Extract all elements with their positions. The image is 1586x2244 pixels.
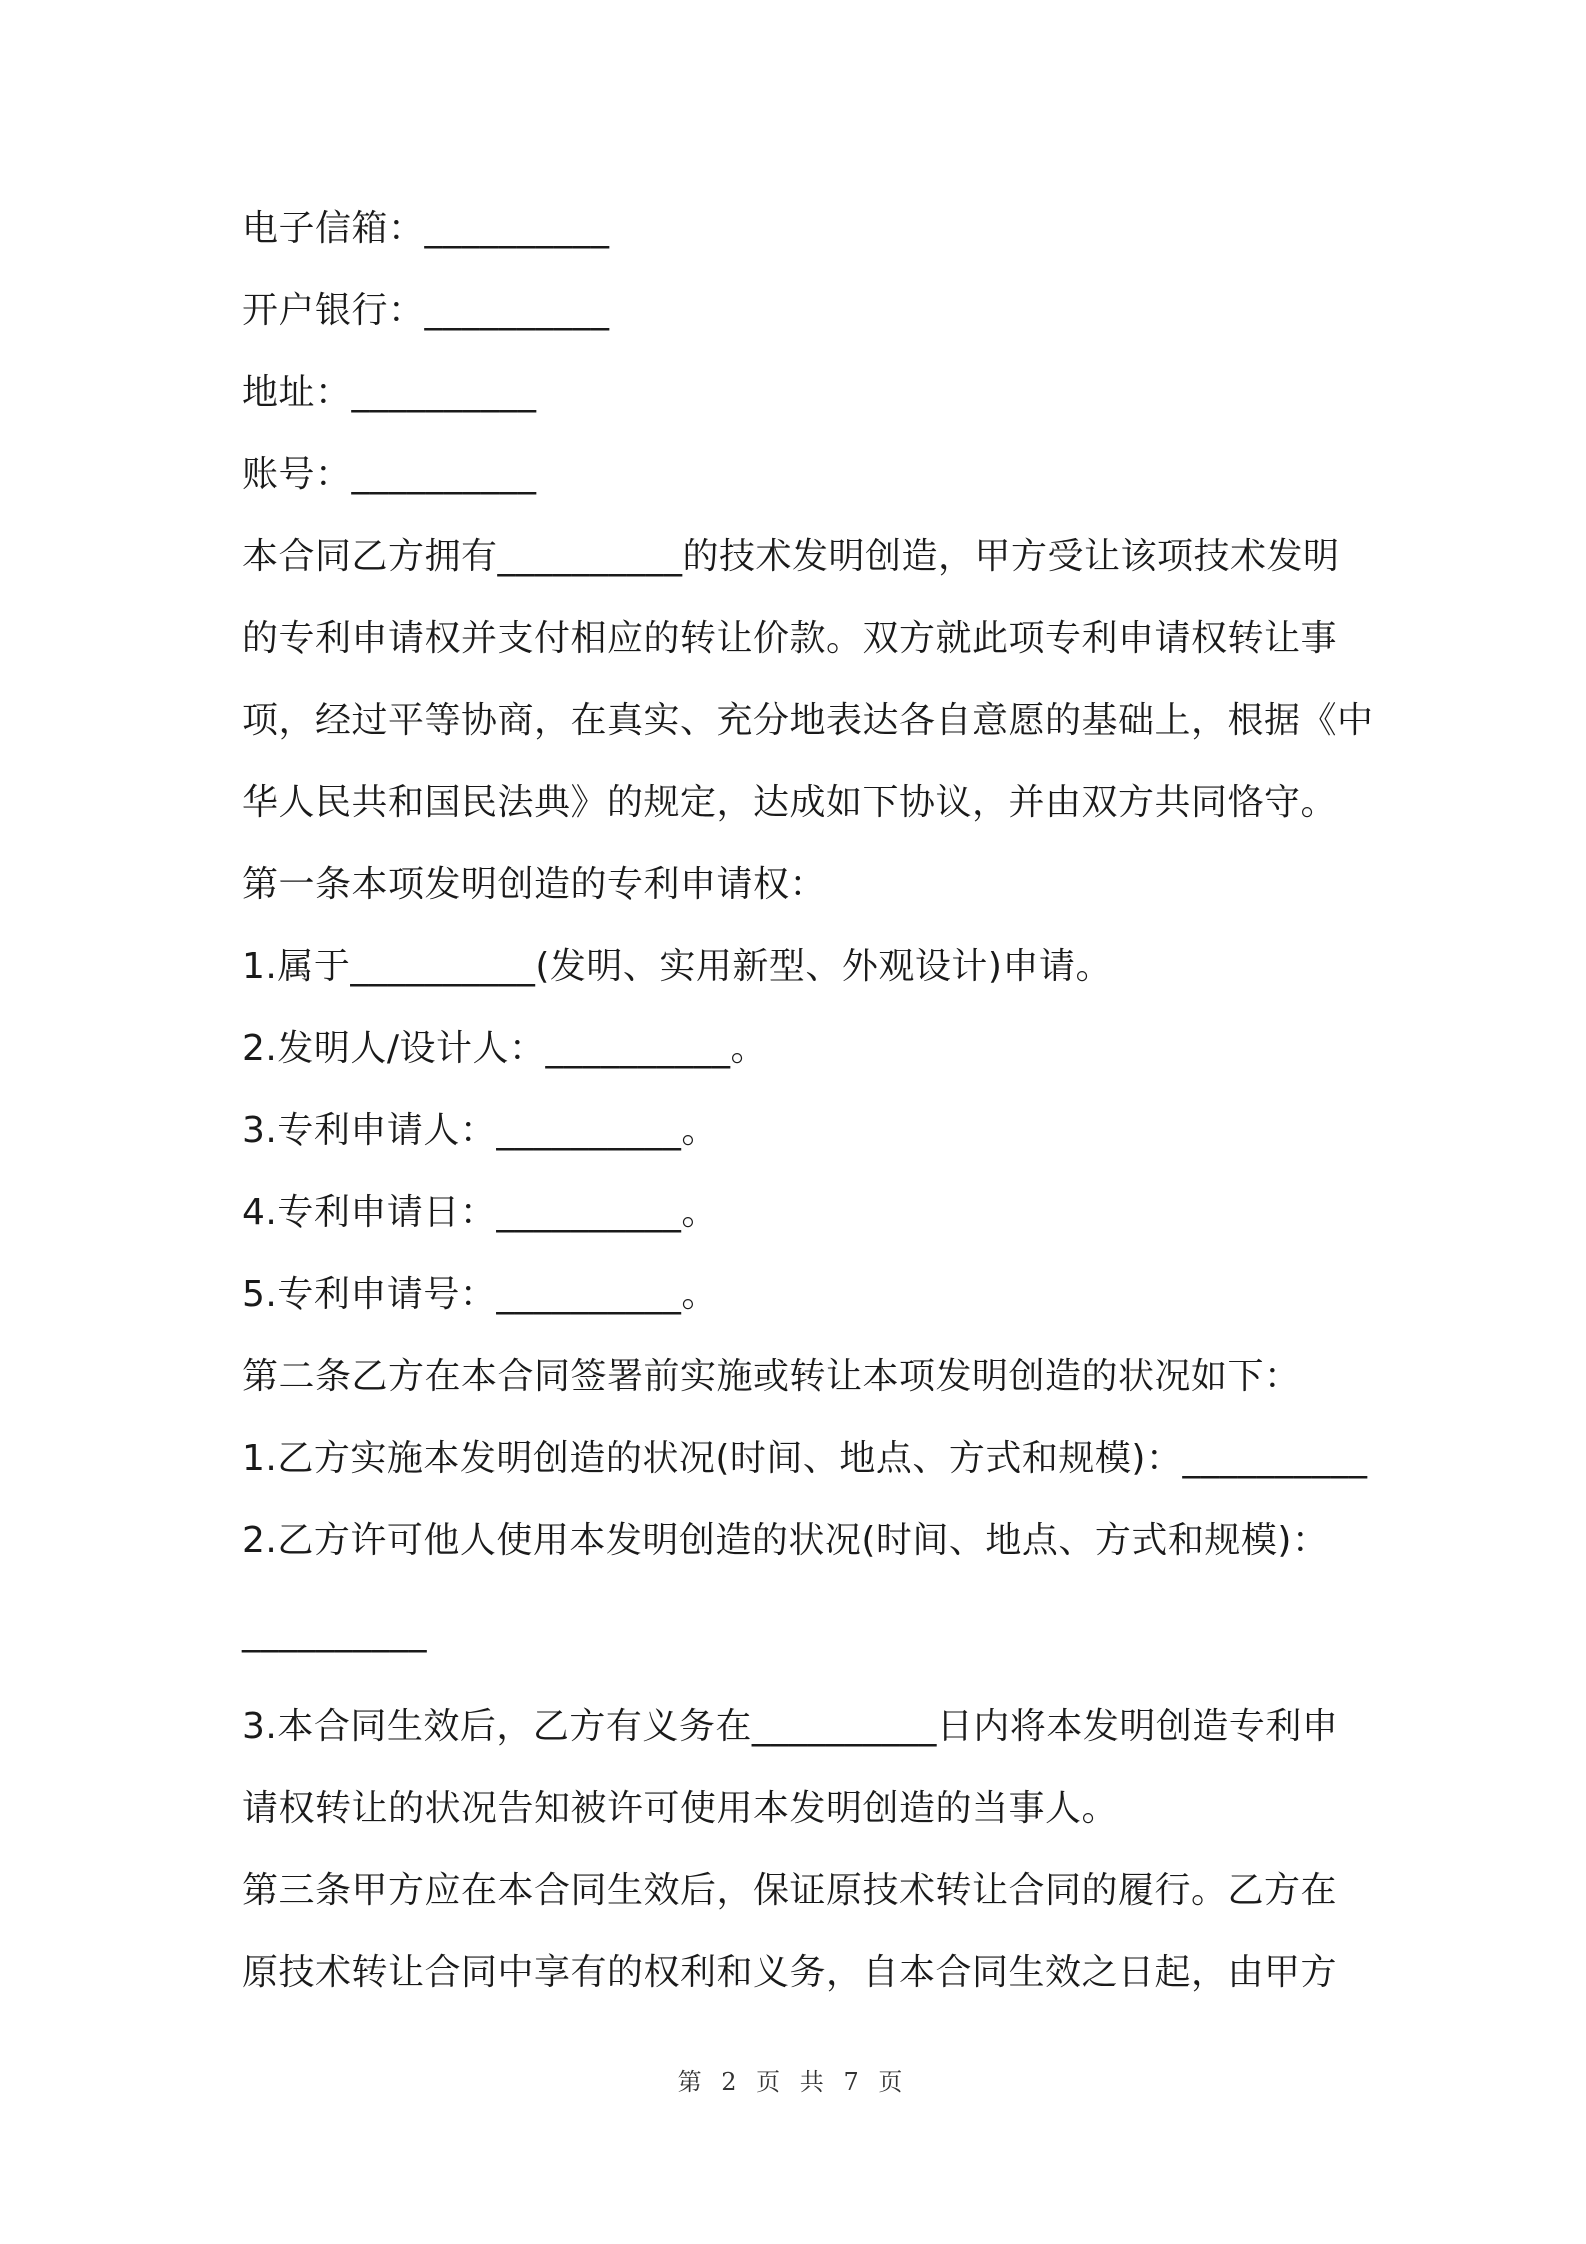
article-3-paragraph: 原技术转让合同中享有的权利和义务，自本合同生效之日起，由甲方 — [242, 1952, 1338, 1993]
article-1-item-2: 2.发明人/设计人：__________。 — [242, 1028, 767, 1069]
article-2-item-2-blank: __________ — [242, 1612, 427, 1653]
article-2-heading: 第二条乙方在本合同签署前实施或转让本项发明创造的状况如下： — [242, 1356, 1301, 1397]
article-2-item-2: 2.乙方许可他人使用本发明创造的状况(时间、地点、方式和规模)： — [242, 1520, 1329, 1561]
address-field-line: 地址：__________ — [242, 372, 537, 413]
article-3-paragraph: 第三条甲方应在本合同生效后，保证原技术转让合同的履行。乙方在 — [242, 1870, 1338, 1911]
bank-field-line: 开户银行：__________ — [242, 290, 610, 331]
article-2-item-3: 请权转让的状况告知被许可使用本发明创造的当事人。 — [242, 1788, 1119, 1829]
preamble-line: 的专利申请权并支付相应的转让价款。双方就此项专利申请权转让事 — [242, 618, 1338, 659]
article-2-item-1: 1.乙方实施本发明创造的状况(时间、地点、方式和规模)：__________ — [242, 1438, 1368, 1479]
preamble-line: 本合同乙方拥有__________的技术发明创造，甲方受让该项技术发明 — [242, 536, 1340, 577]
article-1-item-1: 1.属于__________(发明、实用新型、外观设计)申请。 — [242, 946, 1112, 987]
article-1-item-4: 4.专利申请日：__________。 — [242, 1192, 718, 1233]
preamble-line: 项，经过平等协商，在真实、充分地表达各自意愿的基础上，根据《中 — [242, 700, 1374, 741]
account-field-line: 账号：__________ — [242, 454, 537, 495]
email-field-line: 电子信箱：__________ — [242, 208, 610, 249]
article-1-item-3: 3.专利申请人：__________。 — [242, 1110, 718, 1151]
preamble-line: 华人民共和国民法典》的规定，达成如下协议，并由双方共同恪守。 — [242, 782, 1338, 823]
article-1-item-5: 5.专利申请号：__________。 — [242, 1274, 718, 1315]
article-1-heading: 第一条本项发明创造的专利申请权： — [242, 864, 827, 905]
article-2-item-3: 3.本合同生效后，乙方有义务在__________日内将本发明创造专利申 — [242, 1706, 1339, 1747]
page-number-footer: 第 2 页 共 7 页 — [677, 2068, 909, 2096]
